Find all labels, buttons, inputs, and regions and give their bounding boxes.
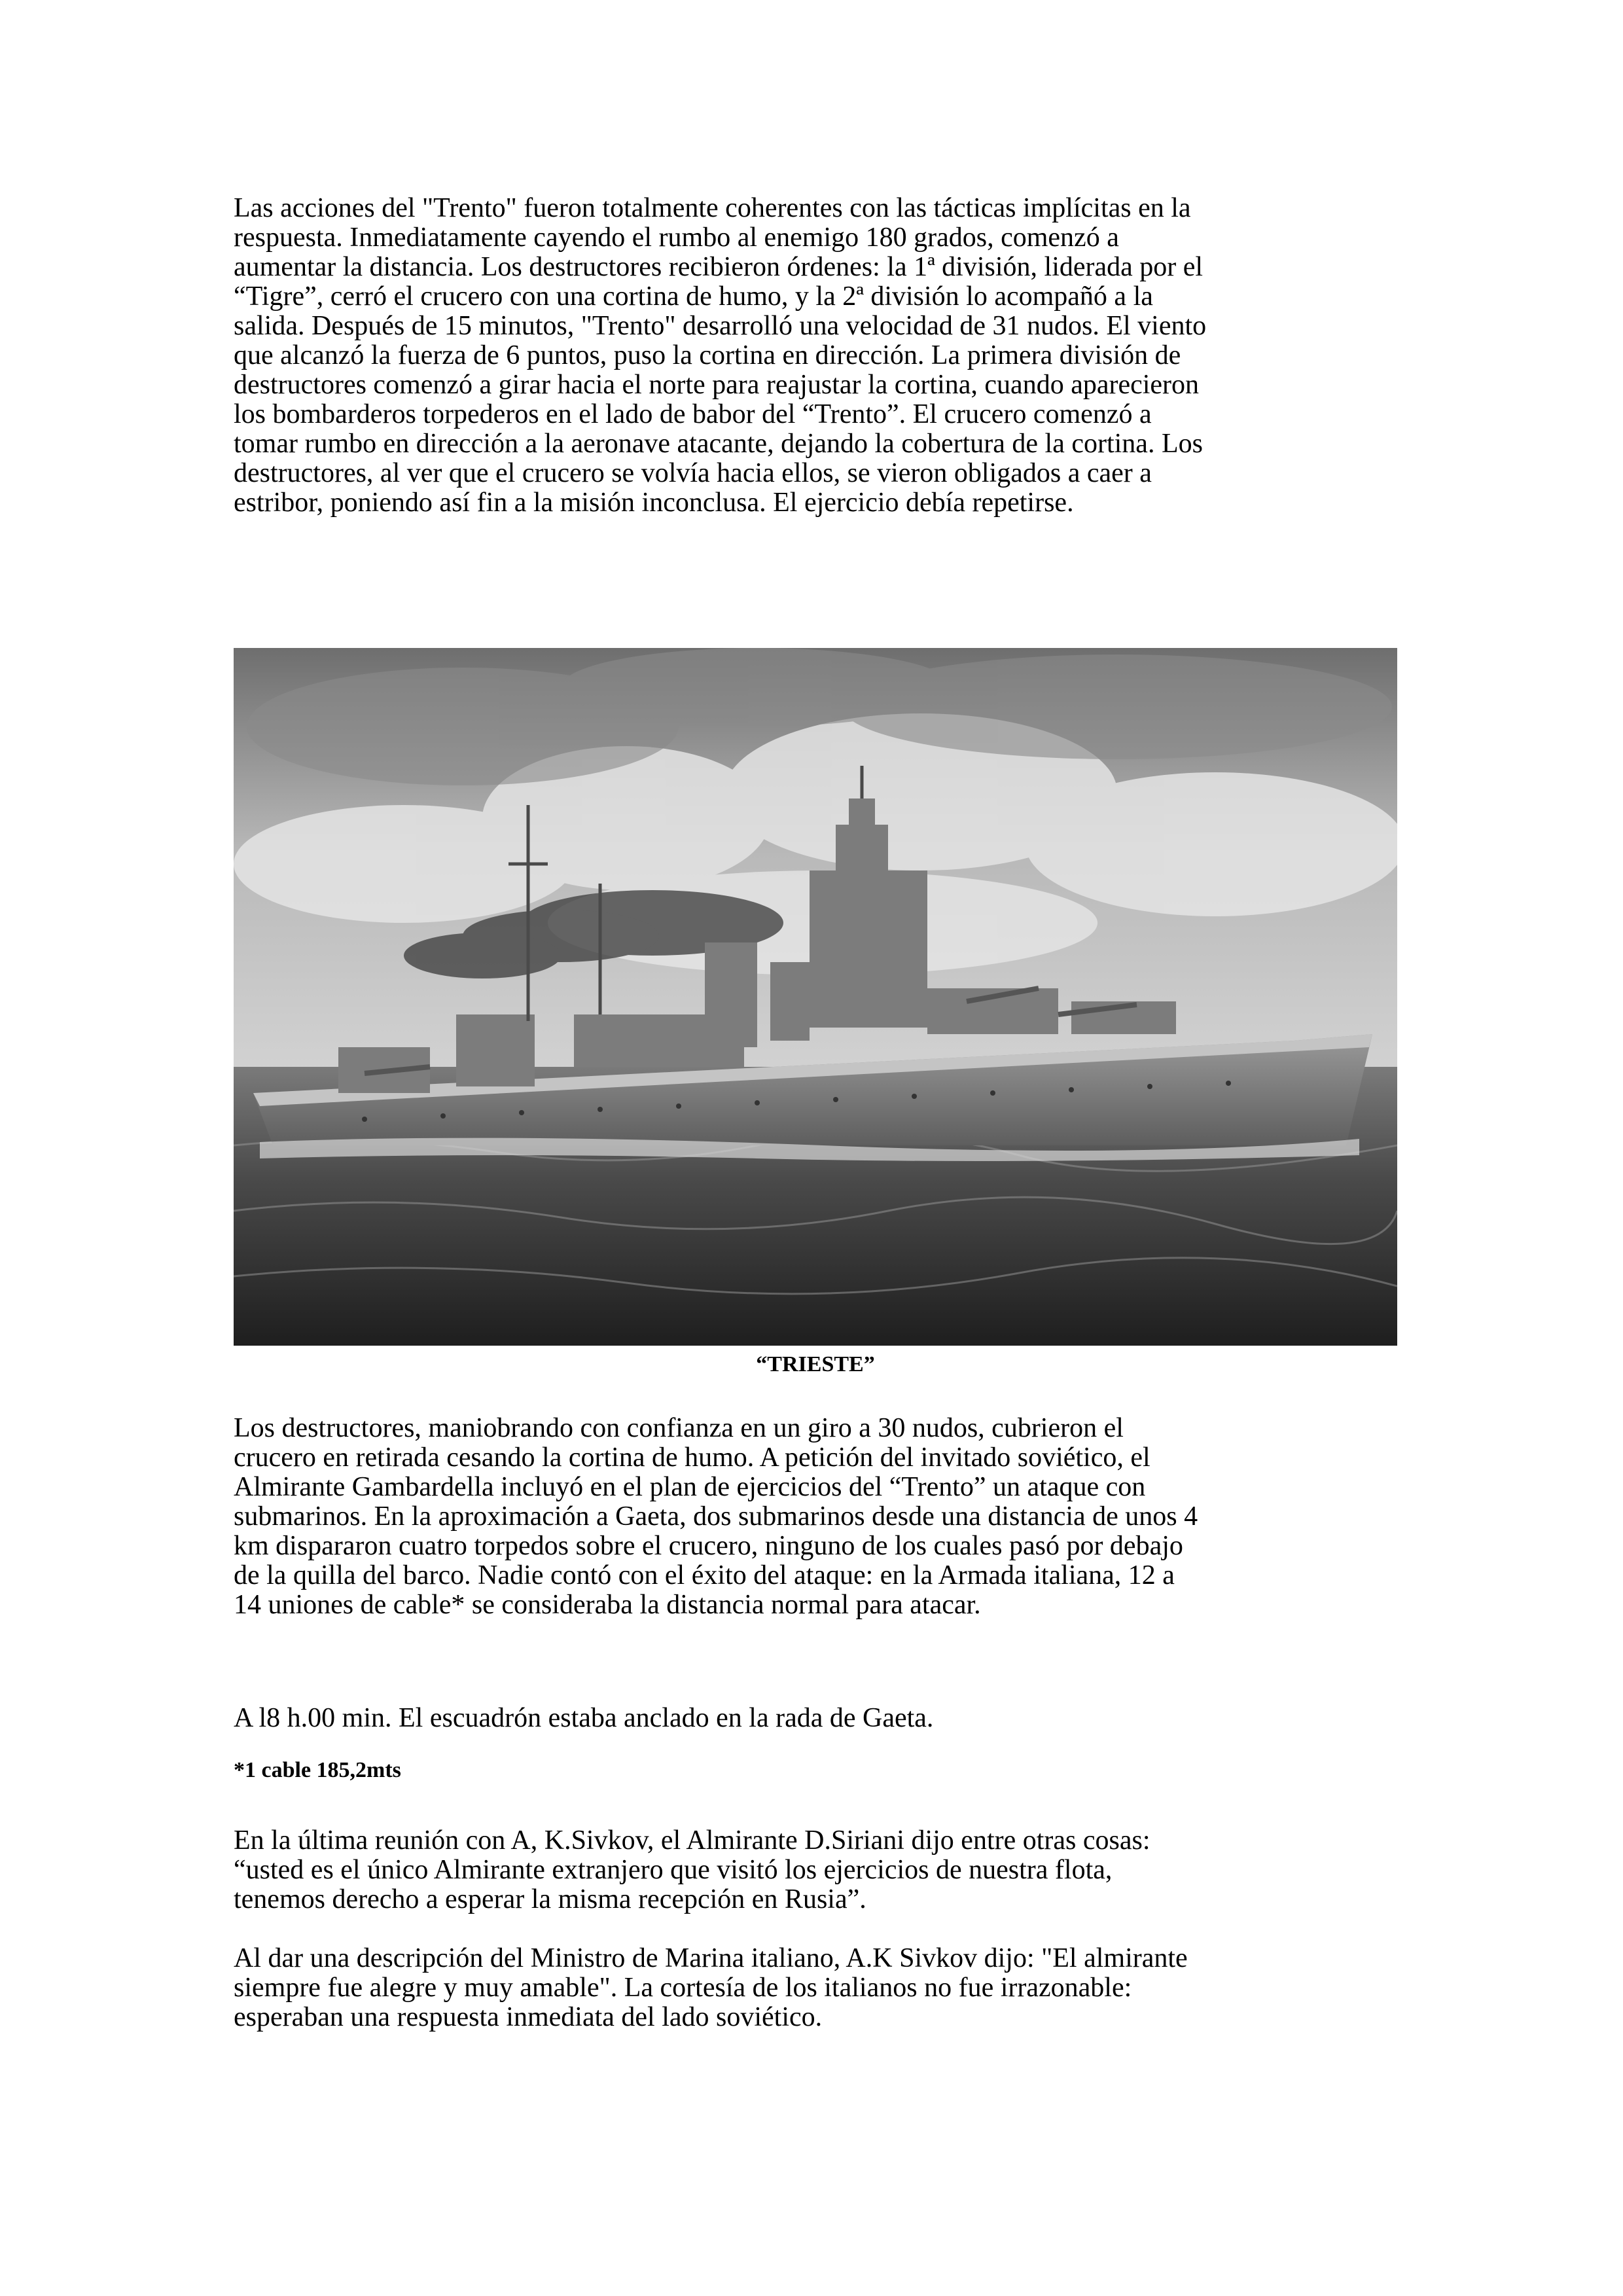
paragraph-trento-actions — [234, 194, 1399, 518]
cruiser-photo — [234, 648, 1397, 1346]
text-line: salida. Después de 15 minutos, "Trento" desarrolló una velocidad de 31 nudos. El viento — [234, 311, 1207, 341]
text-line: respuesta. Inmediatamente cayendo el rumbo al enemigo 180 grados, comenzó a — [234, 223, 1119, 253]
text-line: 14 uniones de cable* se consideraba la distancia normal para atacar. — [234, 1590, 981, 1620]
photo-caption: “TRIESTE” — [756, 1352, 875, 1376]
footnote: *1 cable 185,2mts — [234, 1758, 401, 1782]
text-line: A l8 h.00 min. El escuadrón estaba anclado en la rada de Gaeta. — [234, 1703, 934, 1733]
text-line: de la quilla del barco. Nadie contó con el éxito del ataque: en la Armada italiana, 12 a — [234, 1560, 1175, 1590]
text-line: “Tigre”, cerró el crucero con una cortina de humo, y la 2ª división lo acompañó a la — [234, 281, 1153, 312]
text-line: Almirante Gambardella incluyó en el plan de ejercicios del “Trento” un ataque con — [234, 1472, 1146, 1502]
text-line: destructores comenzó a girar hacia el norte para reajustar la cortina, cuando aparecieron — [234, 370, 1200, 400]
paragraph-destroyers-submarines — [234, 1414, 1399, 1620]
text-line: tenemos derecho a esperar la misma recepción en Rusia”. — [234, 1884, 866, 1914]
text-line: Al dar una descripción del Ministro de Marina italiano, A.K Sivkov dijo: "El almirante — [234, 1943, 1188, 1973]
text-line: los bombarderos torpederos en el lado de babor del “Trento”. El crucero comenzó a — [234, 399, 1152, 429]
paragraph-anchored — [234, 1704, 1399, 1733]
text-line: estribor, poniendo así fin a la misión inconclusa. El ejercicio debía repetirse. — [234, 488, 1074, 518]
text-line: destructores, al ver que el crucero se volvía hacia ellos, se vieron obligados a caer a — [234, 458, 1152, 488]
text-line: tomar rumbo en dirección a la aeronave atacante, dejando la cobertura de la cortina. Los — [234, 429, 1203, 459]
text-line: “usted es el único Almirante extranjero que visitó los ejercicios de nuestra flota, — [234, 1855, 1113, 1885]
text-line: siempre fue alegre y muy amable". La cortesía de los italianos no fue irrazonable: — [234, 1973, 1132, 2003]
text-line: Las acciones del "Trento" fueron totalmente coherentes con las tácticas implícitas en la — [234, 193, 1191, 223]
text-line: Los destructores, maniobrando con confianza en un giro a 30 nudos, cubrieron el — [234, 1413, 1124, 1443]
text-line: esperaban una respuesta inmediata del lado soviético. — [234, 2002, 823, 2032]
text-line: En la última reunión con A, K.Sivkov, el Almirante D.Siriani dijo entre otras cosas: — [234, 1825, 1150, 1856]
text-line: km dispararon cuatro torpedos sobre el crucero, ninguno de los cuales pasó por debajo — [234, 1531, 1183, 1561]
text-line: crucero en retirada cesando la cortina de humo. A petición del invitado soviético, el — [234, 1443, 1150, 1473]
text-line: aumentar la distancia. Los destructores recibieron órdenes: la 1ª división, liderada por el — [234, 252, 1204, 282]
paragraph-last-meeting — [234, 1826, 1399, 1914]
text-line: submarinos. En la aproximación a Gaeta, dos submarinos desde una distancia de unos 4 — [234, 1501, 1198, 1532]
paragraph-minister-description — [234, 1944, 1399, 2032]
text-line: que alcanzó la fuerza de 6 puntos, puso la cortina en dirección. La primera división de — [234, 340, 1181, 370]
